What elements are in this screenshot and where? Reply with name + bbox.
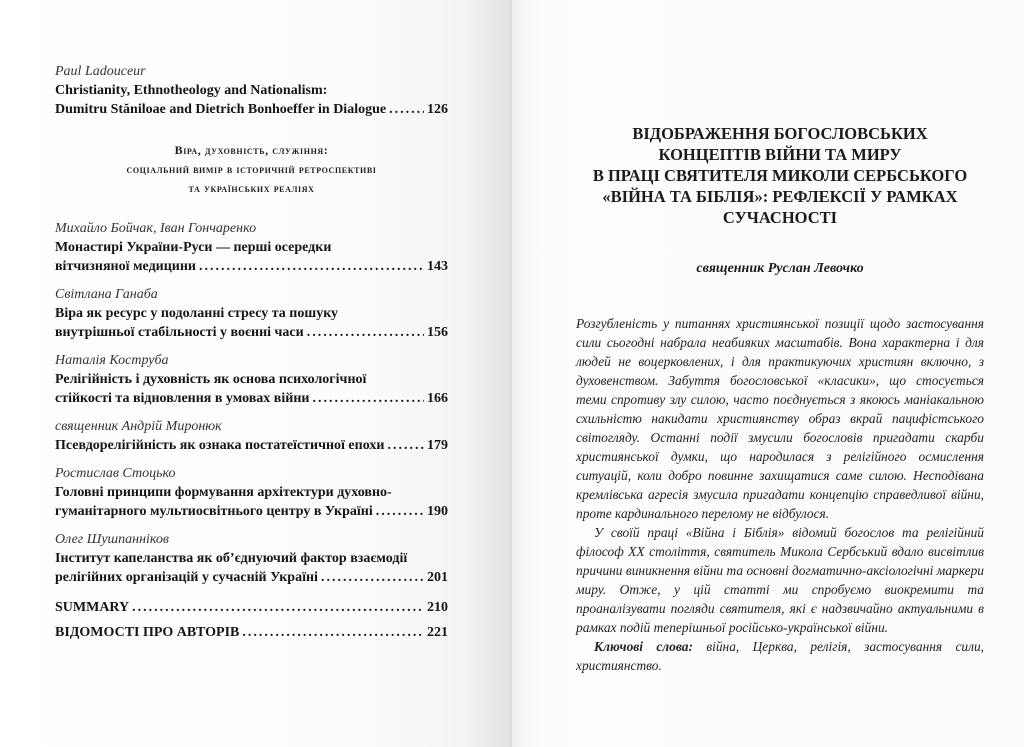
toc-page-number: 190 xyxy=(427,504,448,519)
dot-leader xyxy=(242,622,424,643)
toc-title-line: гуманітарного мультиосвітнього центру в Україні xyxy=(55,504,373,519)
toc-author: Світлана Ганаба xyxy=(55,287,158,302)
toc-page-number: 156 xyxy=(427,325,448,340)
toc-author: Paul Ladouceur xyxy=(55,64,146,79)
dot-leader xyxy=(376,502,424,521)
article-title-line: ВІДОБРАЖЕННЯ БОГОСЛОВСЬКИХ xyxy=(632,124,928,143)
dot-leader xyxy=(307,323,424,342)
toc-page-number: 179 xyxy=(427,438,448,453)
article-title-line: СУЧАСНОСТІ xyxy=(722,208,838,227)
dot-leader xyxy=(199,257,424,276)
toc-title-line: Релігійність і духовність як основа психологічної xyxy=(55,372,367,387)
abstract xyxy=(576,314,984,675)
table-of-contents xyxy=(55,63,448,647)
article-title-line: КОНЦЕПТІВ ВІЙНИ ТА МИРУ xyxy=(658,145,902,164)
abstract-paragraph: У своїй праці «Війна і Біблія» відомий богослов та релігійний філософ XX століття, святитель Микола Сербський вдало висвітлив причини виникнення війни та основні догматично-аксіологічні маркери миру. Отже, у цій статті ми спробуємо виокремити та проаналізувати погляди святителя, які є надзвичайно актуальними в рамках подій теперішньої російсько-української війни. xyxy=(576,525,984,635)
dot-leader xyxy=(312,389,424,408)
toc-title-line: вітчизняної медицини xyxy=(55,259,196,274)
keywords-label: Ключові слова: xyxy=(594,639,693,654)
keywords-list: війна, Церква, релігія, застосування сили, християнство. xyxy=(576,639,984,673)
toc-title-with-page xyxy=(55,597,448,618)
abstract-paragraph: Розгубленість у питаннях християнської позиції щодо застосування сили сьогодні набрала неабияких масштабів. Вона характерна і для людей не воцерковлених, і для практикуючих християн включно, з духовенством. Забуття богословської «класики», що стосується теми спротиву злу силою, часто поєднується з якоюсь маніакальною схильністю накидати християнству образ вкрай пацифістського світогляду. Останні події змусили богословів пригадати скарби християнської думки, що народилася з релігійного осмислення ситуацій, коли добро повинне захищатися саме силою. Несподівана кремлівська агресія змусила пригадати концепцію справедливої війни, проте кардинального перелому не відбулося. xyxy=(576,316,984,521)
toc-author: Ростислав Стоцько xyxy=(55,466,176,481)
toc-title-line: Монастирі України-Руси — перші осередки xyxy=(55,240,332,255)
article-title-line: «ВІЙНА ТА БІБЛІЯ»: РЕФЛЕКСІЇ У РАМКАХ xyxy=(602,187,958,206)
toc-entry-summary xyxy=(55,597,448,618)
toc-page-number: 210 xyxy=(427,600,448,615)
dot-leader xyxy=(132,597,424,618)
toc-page-number: 166 xyxy=(427,391,448,406)
section-heading-line: та українських реаліях xyxy=(188,181,315,195)
toc-title-line: релігійних організацій у сучасній Україні xyxy=(55,570,318,585)
toc-entry xyxy=(55,418,448,455)
toc-title-with-page xyxy=(55,257,448,276)
toc-entry xyxy=(55,220,448,276)
toc-title-line: Dumitru Stăniloae and Dietrich Bonhoeffer in Dialogue xyxy=(55,102,387,117)
toc-entry xyxy=(55,286,448,342)
article xyxy=(576,123,984,675)
section-heading xyxy=(55,141,448,198)
toc-title-with-page xyxy=(55,100,448,119)
keywords xyxy=(576,637,984,675)
toc-title-with-page xyxy=(55,622,448,643)
toc-title-with-page xyxy=(55,323,448,342)
section-heading-line: Віра, духовність, служіння: xyxy=(174,143,329,157)
toc-entry xyxy=(55,352,448,408)
toc-page-number: 126 xyxy=(427,102,448,117)
toc-title-line: Christianity, Ethnotheology and Nationalism: xyxy=(55,83,328,98)
toc-page-number: 143 xyxy=(427,259,448,274)
toc-entry xyxy=(55,63,448,119)
toc-page-number: 221 xyxy=(427,625,448,640)
article-author: священник Руслан Левочко xyxy=(696,261,864,276)
toc-title-with-page xyxy=(55,436,448,455)
toc-title-with-page xyxy=(55,568,448,587)
toc-author: Олег Шушпанніков xyxy=(55,532,169,547)
toc-title-line: Головні принципи формування архітектури духовно- xyxy=(55,485,392,500)
toc-author: священник Андрій Миронюк xyxy=(55,419,222,434)
toc-title-line: стійкості та відновлення в умовах війни xyxy=(55,391,310,406)
toc-title-line: внутрішньої стабільності у воєнні часи xyxy=(55,325,304,340)
toc-entry xyxy=(55,465,448,521)
toc-entry-authors-info xyxy=(55,622,448,643)
toc-title-line: Віра як ресурс у подоланні стресу та пошуку xyxy=(55,306,339,321)
article-title xyxy=(576,123,984,228)
dot-leader xyxy=(387,436,424,455)
toc-page-number: 201 xyxy=(427,570,448,585)
dot-leader xyxy=(389,100,424,119)
toc-title-line: ВІДОМОСТІ ПРО АВТОРІВ xyxy=(55,625,240,640)
toc-author: Наталія Коструба xyxy=(55,353,169,368)
dot-leader xyxy=(321,568,424,587)
section-heading-line: соціальний вимір в історичній ретроспективі xyxy=(126,162,377,176)
toc-title-with-page xyxy=(55,389,448,408)
toc-title-line: Інститут капеланства як об’єднуючий фактор взаємодії xyxy=(55,551,408,566)
article-title-line: В ПРАЦІ СВЯТИТЕЛЯ МИКОЛИ СЕРБСЬКОГО xyxy=(592,166,968,185)
toc-entry xyxy=(55,531,448,587)
toc-title-line: SUMMARY xyxy=(55,600,130,615)
toc-title-with-page xyxy=(55,502,448,521)
toc-title-line: Псевдорелігійність як ознака постатеїстичної епохи xyxy=(55,438,385,453)
toc-author: Михайло Бойчак, Іван Гончаренко xyxy=(55,221,257,236)
